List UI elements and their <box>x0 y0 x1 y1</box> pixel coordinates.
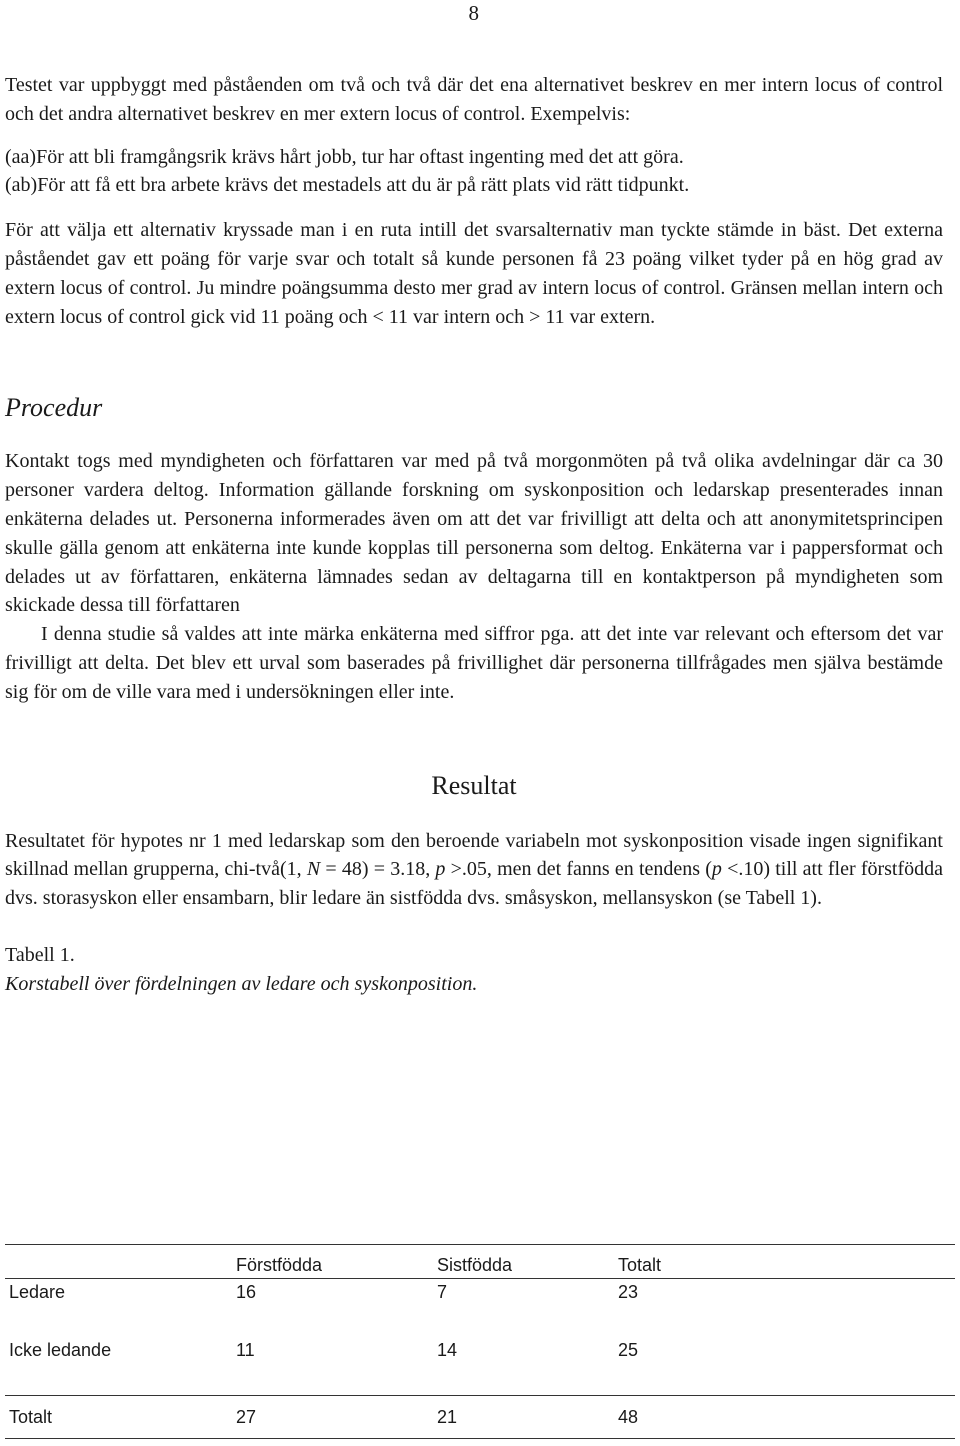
stat-p-2: p <box>711 858 722 881</box>
table-row <box>5 1337 955 1396</box>
results-table <box>5 1244 955 1439</box>
scoring-paragraph: För att välja ett alternativ kryssade man i en ruta intill det svarsalternativ man tyckte stämde in bäst. Det externa påståendet gav ett poäng för varje svar och totalt så kunde personen få 23 poäng vilket tyder på en hög grad av extern locus of control. Ju mindre poängsumma desto mer grad av intern locus of control. Gränsen mellan intern och extern locus of control gick vid 11 poäng och < 11 var intern och > 11 var extern. <box>5 219 943 328</box>
table-cell: 48 <box>618 1406 639 1427</box>
table-header-forstfodda: Förstfödda <box>236 1255 323 1275</box>
table-cell: 7 <box>437 1282 448 1302</box>
table-cell-label: Icke ledande <box>9 1340 112 1360</box>
table-cell-label: Totalt <box>9 1406 53 1427</box>
table-header-empty <box>5 1245 232 1279</box>
document-body <box>5 71 943 999</box>
table-cell: 23 <box>618 1282 639 1302</box>
resultat-paragraph <box>5 827 943 913</box>
table-cell: 11 <box>236 1340 255 1360</box>
resultat-heading: Resultat <box>431 770 517 800</box>
intro-paragraph: Testet var uppbyggt med påståenden om två och två där det ena alternativet beskrev en mer intern locus of control och det andra alternativet beskrev en mer extern locus of control. Exempelvis: <box>5 74 943 125</box>
stat-p-1: p <box>435 858 446 881</box>
resultat-text-a: Resultatet för hypotes nr 1 med ledarskap som den beroende variabeln mot syskonposition visade ingen signifikant skillnad mellan grupperna, chi-två(1, <box>5 829 943 881</box>
table-cell: 21 <box>437 1406 458 1427</box>
procedur-paragraph-2: I denna studie så valdes att inte märka enkäterna med siffror pga. att det inte var relevant och eftersom det var frivilligt att delta. Det blev ett urval som baserades på frivillighet där personerna tillfrågades men själva bestämde sig för om de ville vara med i undersökningen eller inte. <box>5 623 943 703</box>
table-label: Tabell 1. <box>5 943 75 966</box>
table-cell: 25 <box>618 1340 639 1360</box>
table-cell: 16 <box>236 1282 257 1302</box>
resultat-text-b: = 48) = 3.18, <box>320 858 436 881</box>
table-row <box>5 1279 955 1338</box>
table-cell: 27 <box>236 1406 257 1427</box>
procedur-paragraph-1: Kontakt togs med myndigheten och författaren var med på två morgonmöten på två olika avdelningar där ca 30 personer vardera deltog. Information gällande forskning om syskonposition och ledarskap presenterades innan enkäterna delades ut. Personerna informerades även om att det var frivilligt att delta och att anonymitetsprincipen skulle gälla genom att enkäterna inte kunde kopplas till personerna som deltog. Enkäterna var i pappersformat och delades ut av författaren, enkäterna lämnades sedan av deltagarna till en kontaktperson på myndigheten som skickade dessa till författaren <box>5 450 943 617</box>
table-row-total <box>5 1396 955 1439</box>
table-cell: 14 <box>437 1340 458 1360</box>
example-aa: (aa)För att bli framgångsrik krävs hårt jobb, tur har oftast ingenting med det att göra. <box>5 145 684 168</box>
table-title: Korstabell över fördelningen av ledare och syskonposition. <box>5 972 478 995</box>
page-number: 8 <box>468 1 479 25</box>
example-ab: (ab)För att få ett bra arbete krävs det mestadels att du är på rätt plats vid rätt tidpunkt. <box>5 174 690 197</box>
table-header-totalt: Totalt <box>618 1255 662 1275</box>
stat-n: N <box>306 858 321 881</box>
table-header-row <box>5 1245 955 1279</box>
procedur-heading: Procedur <box>5 393 103 423</box>
table-header-sistfodda: Sistfödda <box>437 1255 513 1275</box>
resultat-text-c: >.05, men det fanns en tendens ( <box>445 858 712 881</box>
table-cell-label: Ledare <box>9 1282 66 1302</box>
resultat-text-d: <.10) till att fler förstfödda dvs. storasyskon eller ensambarn, blir ledare än sistfödda dvs. småsyskon, mellansyskon (se Tabell 1). <box>5 858 944 910</box>
